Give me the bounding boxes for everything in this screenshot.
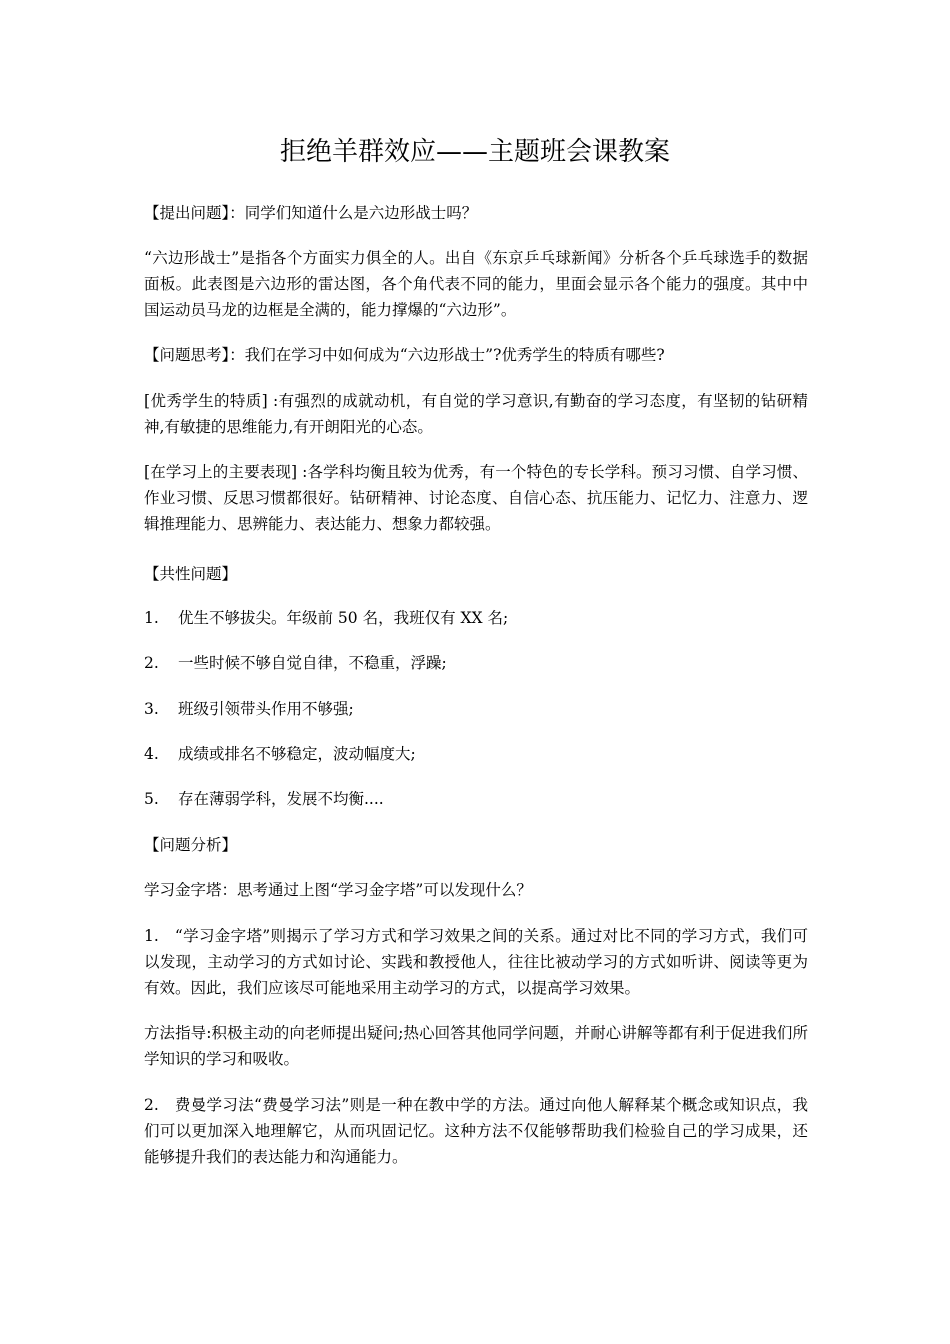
list-number: 2. bbox=[144, 654, 159, 672]
page-title: 拒绝羊群效应——主题班会课教案 bbox=[279, 137, 670, 167]
paragraph-method-guidance: 方法指导:积极主动的向老师提出疑问;热心回答其他同学问题，并耐心讲解等都有利于促进我们所学知识的学习和吸收。 bbox=[144, 1024, 808, 1068]
list-number: 1. bbox=[144, 609, 159, 627]
list-item bbox=[144, 786, 808, 812]
question-think: 【问题思考】：我们在学习中如何成为“六边形战士”?优秀学生的特质有哪些? bbox=[144, 346, 665, 364]
list-text: 班级引领带头作用不够强; bbox=[178, 700, 354, 718]
question-raise: 【提出问题】：同学们知道什么是六边形战士吗？ bbox=[144, 204, 478, 222]
list-item bbox=[144, 605, 808, 631]
list-text: 存在薄弱学科，发展不均衡.... bbox=[178, 790, 384, 808]
paragraph-student-traits: [优秀学生的特质] :有强烈的成就动机，有自觉的学习意识,有勤奋的学习态度，有坚韧的钻研精神,有敏捷的思维能力,有开朗阳光的心态。 bbox=[144, 392, 808, 436]
paragraph-hexagon-warrior: “六边形战士”是指各个方面实力俱全的人。出自《东京乒乓球新闻》分析各个乒乓球选手的数据面板。此表图是六边形的雷达图，各个角代表不同的能力，里面会显示各个能力的强度。其中中国运动员马龙的边框是全满的，能力撑爆的“六边形”。 bbox=[144, 249, 808, 319]
paragraph-feynman-method: 2. 费曼学习法“费曼学习法”则是一种在教中学的方法。通过向他人解释某个概念或知识点，我们可以更加深入地理解它，从而巩固记忆。这种方法不仅能够帮助我们检验自己的学习成果，还能够提升我们的表达能力和沟通能力。 bbox=[144, 1096, 808, 1166]
list-number: 5. bbox=[144, 790, 159, 808]
paragraph-learning-pyramid-question: 学习金字塔：思考通过上图“学习金字塔”可以发现什么？ bbox=[144, 881, 532, 899]
list-text: 成绩或排名不够稳定，波动幅度大; bbox=[178, 745, 416, 763]
list-number: 3. bbox=[144, 700, 159, 718]
paragraph-learning-pyramid: 1. “学习金字塔”则揭示了学习方式和学习效果之间的关系。通过对比不同的学习方式，我们可以发现，主动学习的方式如讨论、实践和教授他人，往往比被动学习的方式如听讲、阅读等更为有效。因此，我们应该尽可能地采用主动学习的方式，以提高学习效果。 bbox=[144, 927, 808, 997]
list-text: 一些时候不够自觉自律，不稳重，浮躁; bbox=[178, 654, 447, 672]
paragraph-study-performance: [在学习上的主要表现] :各学科均衡且较为优秀，有一个特色的专长学科。预习习惯、自学习惯、作业习惯、反思习惯都很好。钻研精神、讨论态度、自信心态、抗压能力、记忆力、注意力、逻辑推理能力、思辨能力、表达能力、想象力都较强。 bbox=[144, 463, 808, 533]
list-text: 优生不够拔尖。年级前 50 名，我班仅有 XX 名; bbox=[178, 609, 509, 627]
list-item bbox=[144, 741, 808, 767]
list-item bbox=[144, 650, 808, 676]
heading-problem-analysis: 【问题分析】 bbox=[144, 836, 238, 854]
list-item bbox=[144, 696, 808, 722]
heading-common-problems: 【共性问题】 bbox=[144, 565, 238, 583]
list-number: 4. bbox=[144, 745, 159, 763]
